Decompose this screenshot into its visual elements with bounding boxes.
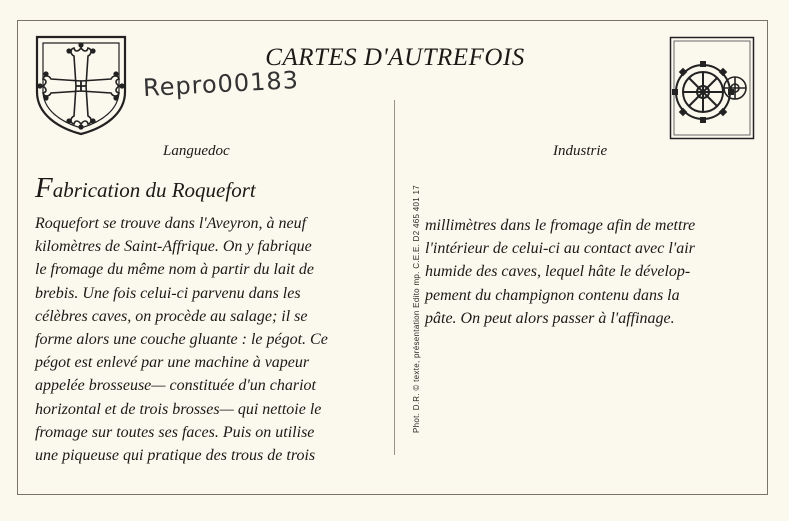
text-line: l'intérieur de celui-ci au contact avec l'air xyxy=(425,240,695,258)
text-line: humide des caves, lequel hâte le dévelop- xyxy=(425,263,691,281)
text-line: célèbres caves, on procède au salage; il se xyxy=(35,307,308,325)
left-text-column xyxy=(35,212,383,467)
handwritten-reference: Repro00183 xyxy=(142,65,300,103)
theme-label: Industrie xyxy=(553,143,608,159)
text-line: forme alors une couche gluante : le pégot. Ce xyxy=(35,331,328,349)
text-line: fromage sur toutes ses faces. Puis on utilise xyxy=(35,423,315,441)
text-line: une piqueuse qui pratique des trous de trois xyxy=(35,447,316,465)
region-label: Languedoc xyxy=(163,143,230,159)
right-text-column xyxy=(425,214,765,330)
text-line: kilomètres de Saint-Affrique. On y fabrique xyxy=(35,238,312,256)
text-line: millimètres dans le fromage afin de mettre xyxy=(425,217,696,234)
photo-credit-text: Phot. D.R. © texte, présentation Edito mp. C.E.E. D2 465 401 17 xyxy=(412,184,421,433)
article-title-rest: abrication du Roquefort xyxy=(52,178,256,202)
series-title: CARTES D'AUTREFOIS xyxy=(265,44,525,71)
text-line: appelée brosseuse— constituée d'un chariot xyxy=(35,377,316,395)
text-line: brebis. Une fois celui-ci parvenu dans les xyxy=(35,284,301,302)
text-line: pâte. On peut alors passer à l'affinage. xyxy=(425,309,675,327)
text-line: le fromage du même nom à partir du lait de xyxy=(35,261,314,279)
text-line: Roquefort se trouve dans l'Aveyron, à neuf xyxy=(35,215,307,232)
occitan-cross-crest-icon xyxy=(34,34,128,136)
text-line: horizontal et de trois brosses— qui nettoie le xyxy=(35,400,322,418)
text-line: pement du champignon contenu dans la xyxy=(425,286,680,304)
article-title-initial: F xyxy=(35,172,53,204)
article-title xyxy=(35,172,256,205)
gear-wheel-stamp-icon xyxy=(669,36,755,140)
text-line: pégot est enlevé par une machine à vapeur xyxy=(35,354,310,372)
column-divider xyxy=(394,100,395,455)
photo-credit xyxy=(405,128,419,433)
